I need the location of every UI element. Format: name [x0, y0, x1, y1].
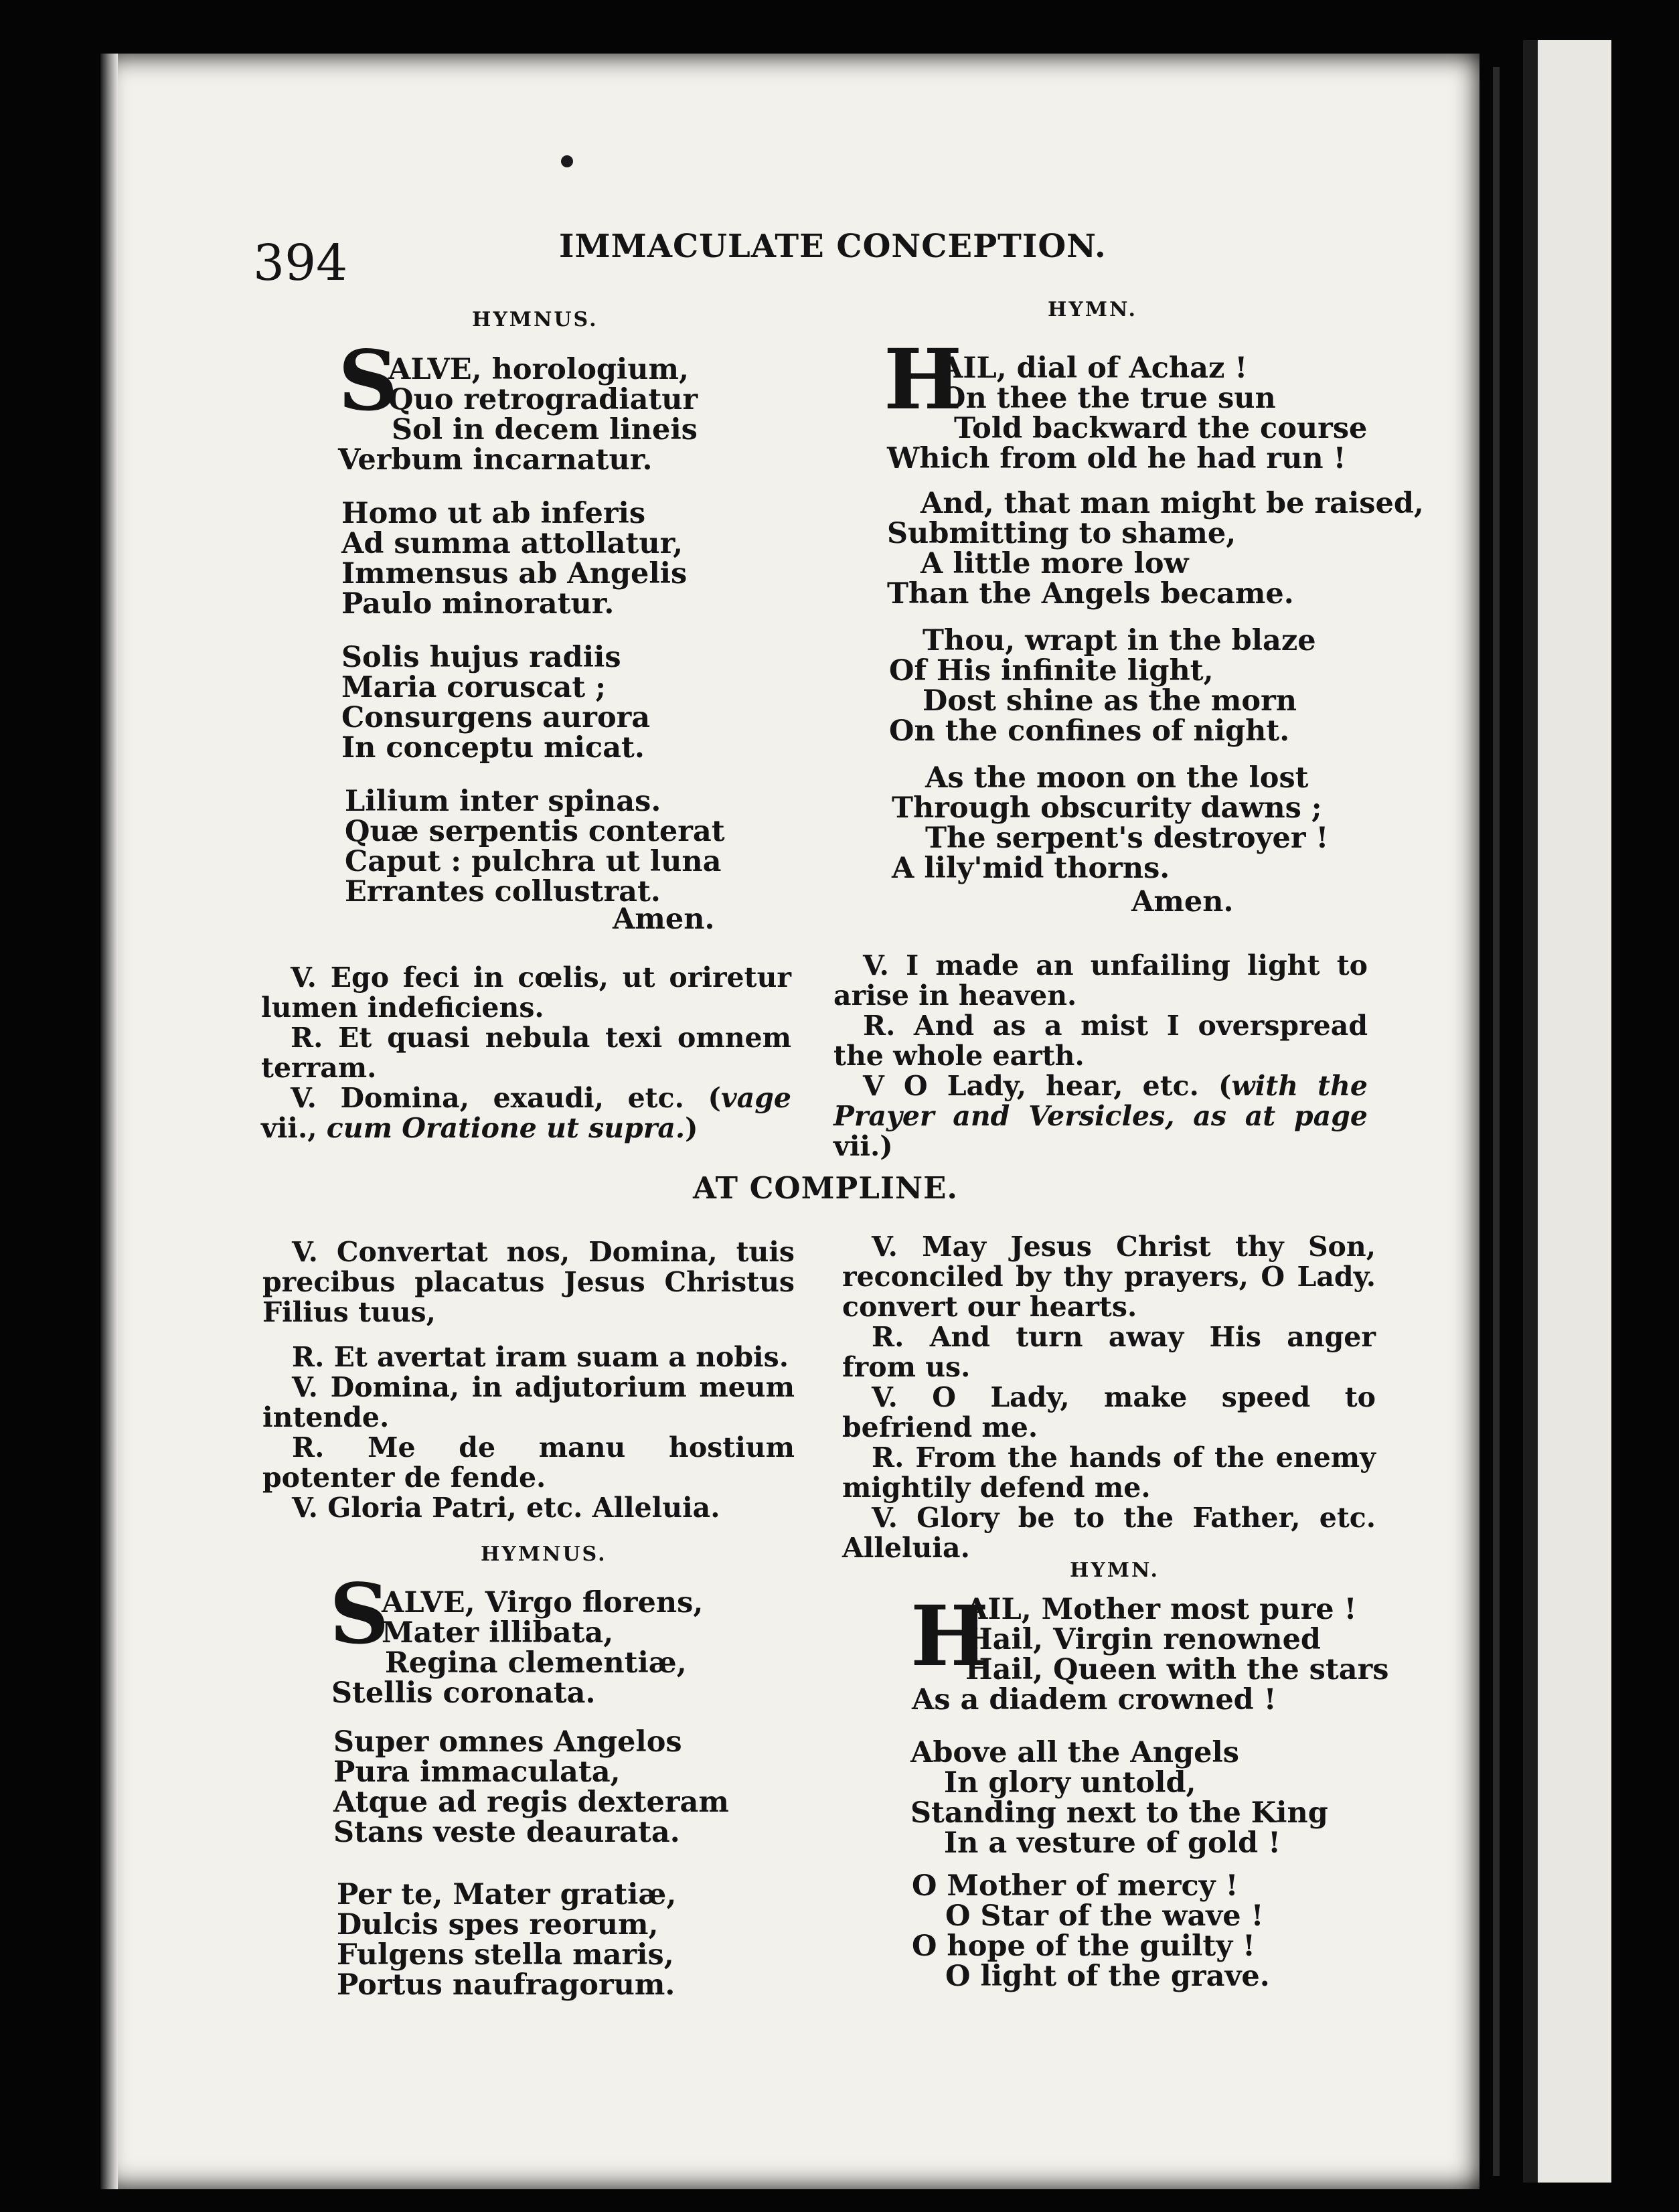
amen: Amen. — [613, 902, 715, 936]
verse-line: Errantes collustrat. — [345, 875, 661, 908]
verse-line: Of His infinite light, — [889, 654, 1214, 688]
latin-compline-versicles — [262, 1237, 795, 1523]
english-stanza — [910, 1738, 1328, 1859]
response: R. From the hands of the enemy mightily defend me. — [842, 1441, 1376, 1504]
running-head: IMMACULATE CONCEPTION. — [559, 228, 1107, 265]
verse-line: A little more low — [921, 547, 1189, 580]
verse-line: ALVE, Virgo florens, — [382, 1586, 704, 1620]
drop-cap: H — [884, 331, 963, 428]
facing-page-edge — [1523, 40, 1611, 2183]
verse-line: Homo ut ab inferis — [341, 497, 646, 530]
latin-stanza — [341, 499, 687, 619]
versicle: V. Convertat nos, Domina, tuis precibus placatus Jesus Christus Filius tuus, — [262, 1236, 795, 1328]
verse-line: In glory untold, — [944, 1766, 1196, 1800]
page-number: 394 — [253, 234, 348, 292]
english-versicles — [833, 951, 1368, 1162]
english-compline-versicles — [842, 1232, 1376, 1563]
versicle: V. Glory be to the Father, etc. Alleluia. — [842, 1502, 1376, 1564]
drop-cap: H — [910, 1588, 989, 1685]
english-stanza — [910, 1588, 1389, 1717]
verse-line: Ad summa attollatur, — [341, 527, 684, 560]
verse-line: Which from old he had run ! — [887, 442, 1346, 475]
response: R. Et avertat iram suam a nobis. — [292, 1341, 789, 1373]
verse-line: Through obscurity dawns ; — [892, 791, 1322, 825]
verse-line: In conceptu micat. — [341, 731, 645, 765]
verse-line: Maria coruscat ; — [341, 671, 607, 704]
versicle: V. Gloria Patri, etc. Alleluia. — [292, 1492, 720, 1524]
english-hymn-heading: HYMN. — [1070, 1559, 1160, 1582]
amen: Amen. — [1131, 885, 1234, 919]
verse-line: Caput : pulchra ut luna — [345, 845, 722, 878]
verse-line: O hope of the guilty ! — [912, 1929, 1256, 1963]
drop-cap: S — [329, 1566, 390, 1663]
verse-line: Super omnes Angelos — [333, 1725, 682, 1759]
latin-stanza — [341, 643, 650, 763]
verse-line: Paulo minoratur. — [341, 587, 615, 621]
verse-line: Lilium inter spinas. — [345, 785, 661, 818]
verse-line: Above all the Angels — [910, 1736, 1239, 1769]
latin-hymn-heading: HYMNUS. — [481, 1543, 607, 1566]
verse-line: Hail, Queen with the stars — [965, 1653, 1389, 1686]
english-hymn-heading: HYMN. — [1048, 298, 1137, 321]
english-stanza — [887, 489, 1424, 609]
verse-line: O Mother of mercy ! — [912, 1869, 1238, 1903]
verse-line: As the moon on the lost — [925, 761, 1309, 795]
page-gutter-shadow — [1493, 67, 1500, 2176]
verse-line: Sol in decem lineis — [392, 413, 698, 447]
versicle: V. May Jesus Christ thy Son, reconciled by thy prayers, O Lady. convert our hearts. — [842, 1231, 1376, 1323]
versicle: V. Domina, exaudi, etc. (vage vii., cum Oratione ut supra.) — [261, 1082, 791, 1144]
verse-line: Dulcis spes reorum, — [337, 1908, 659, 1942]
versicle: V. Domina, in adjutorium meum intende. — [262, 1371, 795, 1433]
verse-line: And, that man might be raised, — [921, 487, 1424, 520]
verse-line: Stellis coronata. — [331, 1676, 596, 1710]
drop-cap: S — [338, 333, 398, 430]
verse-line: Quo retrogradiatur — [388, 383, 698, 416]
verse-line: Solis hujus radiis — [341, 641, 621, 674]
latin-versicles — [261, 963, 791, 1143]
latin-stanza — [337, 1880, 676, 2000]
verse-line: The serpent's destroyer ! — [925, 821, 1329, 855]
latin-stanza — [333, 1727, 729, 1848]
latin-stanza — [338, 355, 698, 475]
verse-line: Fulgens stella maris, — [337, 1938, 674, 1972]
versicle: V. I made an unfailing light to arise in heaven. — [833, 949, 1368, 1012]
response: R. And as a mist I overspread the whole earth. — [833, 1010, 1368, 1072]
verse-line: Quæ serpentis conterat — [345, 815, 725, 848]
verse-line: In a vesture of gold ! — [944, 1826, 1281, 1860]
ink-dot — [561, 155, 573, 167]
verse-line: As a diadem crowned ! — [912, 1683, 1277, 1717]
latin-hymn-heading: HYMNUS. — [472, 308, 598, 331]
verse-line: AIL, dial of Achaz ! — [941, 351, 1248, 385]
verse-line: On the confines of night. — [889, 714, 1290, 748]
section-heading: AT COMPLINE. — [693, 1170, 959, 1206]
verse-line: Portus naufragorum. — [337, 1968, 675, 2002]
english-stanza — [889, 626, 1316, 746]
verse-line: AIL, Mother most pure ! — [965, 1593, 1357, 1626]
verse-line: Pura immaculata, — [333, 1755, 621, 1789]
verse-line: Than the Angels became. — [887, 577, 1294, 611]
verse-line: Submitting to shame, — [887, 517, 1236, 550]
versicle: V. O Lady, make speed to befriend me. — [842, 1381, 1376, 1443]
verse-line: Thou, wrapt in the blaze — [923, 624, 1316, 657]
verse-line: Mater illibata, — [382, 1616, 614, 1650]
verse-line: O light of the grave. — [945, 1960, 1270, 1993]
response: R. And turn away His anger from us. — [842, 1321, 1376, 1383]
verse-line: Stans veste deaurata. — [333, 1816, 680, 1849]
verse-line: Hail, Virgin renowned — [965, 1623, 1321, 1656]
verse-line: Immensus ab Angelis — [341, 557, 688, 590]
verse-line: Atque ad regis dexteram — [333, 1786, 729, 1819]
verse-line: A lily'mid thorns. — [892, 852, 1170, 885]
verse-line: Consurgens aurora — [341, 701, 651, 734]
verse-line: Verbum incarnatur. — [338, 443, 653, 477]
versicle: V. Ego feci in cœlis, ut oriretur lumen indeficiens. — [261, 961, 791, 1024]
latin-stanza — [331, 1588, 703, 1709]
latin-stanza — [345, 787, 725, 907]
response: R. Et quasi nebula texi omnem terram. — [261, 1022, 791, 1084]
verse-line: Per te, Mater gratiæ, — [337, 1878, 677, 1911]
versicle: V O Lady, hear, etc. (with the Prayer and Versicles, as at page vii.) — [833, 1070, 1368, 1162]
english-stanza — [887, 353, 1367, 474]
verse-line: Standing next to the King — [910, 1796, 1328, 1830]
english-stanza — [912, 1871, 1270, 1992]
verse-line: O Star of the wave ! — [945, 1899, 1264, 1933]
english-stanza — [892, 763, 1328, 884]
response: R. Me de manu hostium potenter de fende. — [262, 1431, 795, 1494]
verse-line: Told backward the course — [954, 412, 1368, 445]
verse-line: Dost shine as the morn — [923, 684, 1297, 718]
verse-line: Regina clementiæ, — [385, 1646, 687, 1680]
verse-line: ALVE, horologium, — [388, 353, 690, 386]
verse-line: On thee the true sun — [941, 382, 1276, 415]
